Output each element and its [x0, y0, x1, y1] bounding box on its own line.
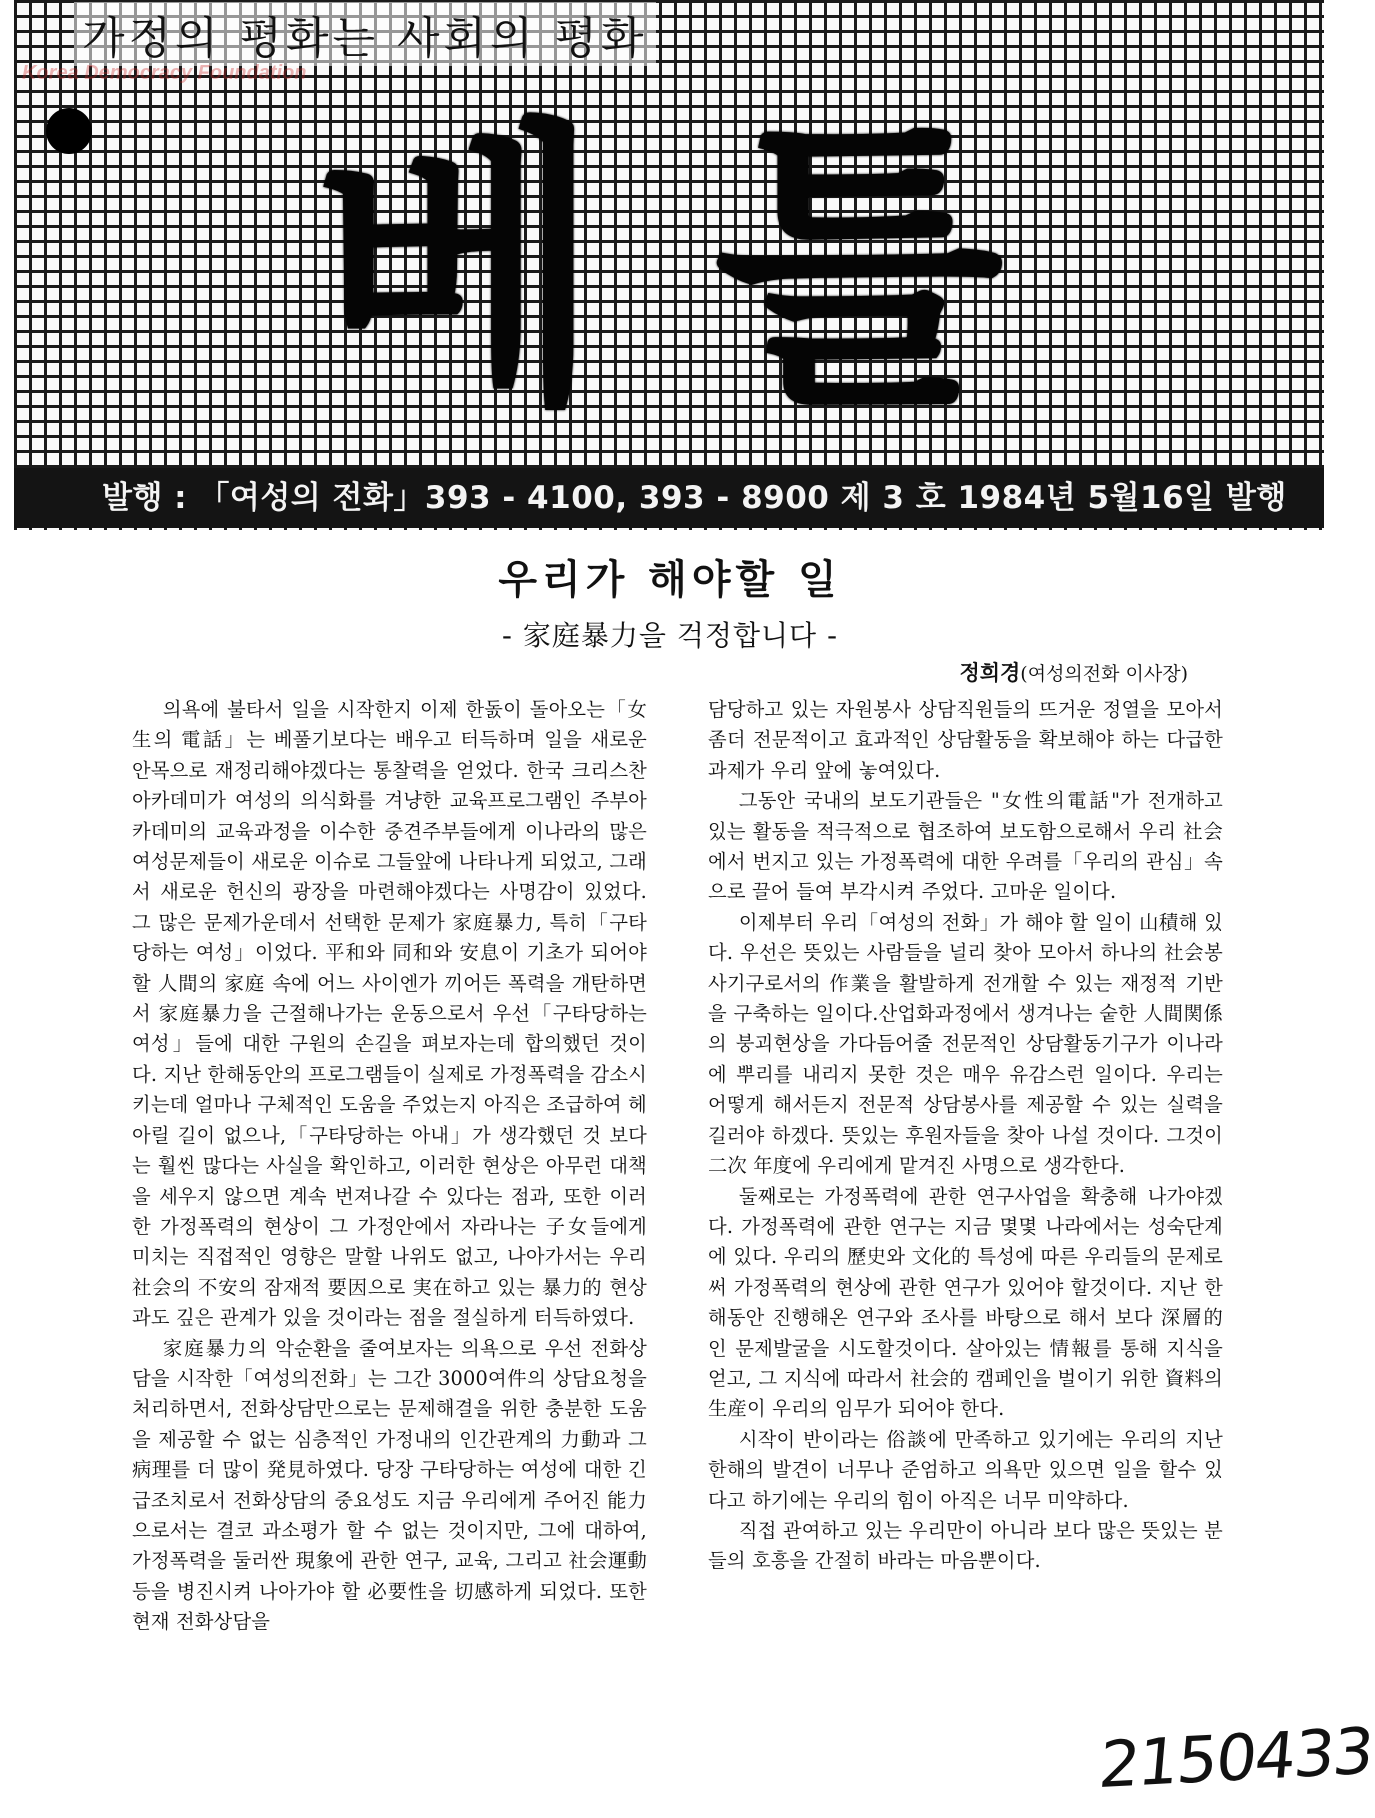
article-column-right — [708, 695, 1223, 1577]
foundation-watermark: Korea Democracy Foundation — [22, 62, 307, 84]
paragraph: 이제부터 우리「여성의 전화」가 해야 할 일이 山積해 있다. 우선은 뜻있는 사람들을 널리 찾아 모아서 하나의 社会봉사기구로서의 作業을 활발하게 전개할 수 있는 재정적 기반을 구축하는 일이다.산업화과정에서 생겨나는 숱한 人間関係의 붕괴현상을 가다듬어줄 전문적인 상담활동기구가 이나라에 뿌리를 내리지 못한 것은 매우 유감스런 일이다. 우리는 어떻게 해서든지 전문적 상담봉사를 제공할 수 있는 실력을 길러야 하겠다. 뜻있는 후원자들을 찾아 나설 것이다. 그것이 二次 年度에 우리에게 맡겨진 사명으로 생각한다. — [708, 910, 1223, 1178]
paragraph: 그동안 국내의 보도기관들은 "女性의電話"가 전개하고 있는 활동을 적극적으로 협조하여 보도함으로해서 우리 社会에서 번지고 있는 가정폭력에 대한 우려를「우리의 관심」속으로 끌어 들여 부각시켜 주었다. 고마운 일이다. — [708, 789, 1223, 904]
author-name: 정희경 — [959, 661, 1021, 685]
publication-info-bar: 발행 : 「여성의 전화」393 - 4100, 393 - 8900 제 3 호 1984년 5월16일 발행 — [14, 468, 1324, 528]
paragraph: 시작이 반이라는 俗談에 만족하고 있기에는 우리의 지난한해의 발견이 너무나 준엄하고 의욕만 있으면 일을 할수 있다고 하기에는 우리의 힘이 아직은 너무 미약하다. — [708, 1427, 1223, 1512]
paragraph: 家庭暴力의 악순환을 줄여보자는 의욕으로 우선 전화상담을 시작한「여성의전화」는 그간 3000여件의 상담요청을 처리하면서, 전화상담만으로는 문제해결을 위한 충분한 도움을 제공할 수 없는 심층적인 가정내의 인간관계의 力動과 그 病理를 더 많이 発見하였다. 당장 구타당하는 여성에 대한 긴급조치로서 전화상담의 중요성도 지금 우리에게 주어진 能力으로서는 결코 과소평가 할 수 없는 것이지만, 그에 대하여, 가정폭력을 둘러싼 現象에 관한 연구, 교육, 그리고 社会運動등을 병진시켜 나아가야 할 必要性을 切感하게 되었다. 또한 현재 전화상담을 — [132, 1336, 647, 1634]
handwritten-archive-number: 2150433 — [1095, 1714, 1375, 1804]
article-byline — [959, 657, 1188, 687]
paragraph: 의욕에 불타서 일을 시작한지 이제 한돐이 돌아오는「女生의 電話」는 베풀기보다는 배우고 터득하며 일을 새로운 안목으로 재정리해야겠다는 통찰력을 얻었다. 한국 크리스찬 아카데미가 여성의 의식화를 겨냥한 교육프로그램인 주부아카데미의 교육과정을 이수한 중견주부들에게 이나라의 많은 여성문제들이 새로운 이슈로 그들앞에 나타나게 되었고, 그래서 새로운 헌신의 광장을 마련해야겠다는 사명감이 있었다. 그 많은 문제가운데서 선택한 문제가 家庭暴力, 특히「구타당하는 여성」이었다. 平和와 同和와 安息이 기초가 되어야 할 人間의 家庭 속에 어느 사이엔가 끼어든 폭력을 개탄하면서 家庭暴力을 근절해나가는 운동으로서 우선「구타당하는 여성」들에 대한 구원의 손길을 펴보자는데 합의했던 것이다. 지난 한해동안의 프로그램들이 실제로 가정폭력을 감소시키는데 얼마나 구체적인 도움을 주었는지 아직은 조급하여 헤아릴 길이 없으나,「구타당하는 아내」가 생각했던 것 보다는 훨씬 많다는 사실을 확인하고, 이러한 현상은 아무런 대책을 세우지 않으면 계속 번져나갈 수 있다는 점과, 또한 이러한 가정폭력의 현상이 그 가정안에서 자라나는 子女들에게 미치는 직접적인 영향은 말할 나위도 없고, 나아가서는 우리 社会의 不安의 잠재적 要因으로 実在하고 있는 暴力的 현상과도 깊은 관계가 있을 것이라는 점을 절실하게 터득하였다. — [132, 698, 647, 1330]
paragraph: 담당하고 있는 자원봉사 상담직원들의 뜨거운 정열을 모아서 좀더 전문적이고 효과적인 상담활동을 확보해야 하는 다급한 과제가 우리 앞에 놓여있다. — [708, 698, 1223, 782]
author-role: (여성의전화 이사장) — [1020, 663, 1188, 685]
newsletter-title: 베틀 — [314, 91, 1114, 444]
masthead — [14, 0, 1324, 530]
article-column-left — [132, 695, 647, 1638]
paragraph: 둘째로는 가정폭력에 관한 연구사업을 확충해 나가야겠다. 가정폭력에 관한 연구는 지금 몇몇 나라에서는 성숙단계에 있다. 우리의 歷史와 文化的 특성에 따른 우리들의 문제로써 가정폭력의 현상에 관한 연구가 있어야 할것이다. 지난 한해동안 진행해온 연구와 조사를 바탕으로 해서 보다 深層的인 문제발굴을 시도할것이다. 살아있는 情報를 통해 지식을 얻고, 그 지식에 따라서 社会的 캠페인을 벌이기 위한 資料의 生産이 우리의 임무가 되어야 한다. — [708, 1184, 1223, 1421]
article-subheadline: - 家庭暴力을 걱정합니다 - — [501, 619, 839, 652]
bullet-dot-icon — [46, 108, 92, 154]
article-headline: 우리가 해야할 일 — [498, 557, 842, 603]
paragraph: 직접 관여하고 있는 우리만이 아니라 보다 많은 뜻있는 분들의 호흥을 간절히 바라는 마음뿐이다. — [708, 1518, 1223, 1573]
masthead-tagline: 가정의 평화는 사회의 평화 — [74, 2, 656, 66]
